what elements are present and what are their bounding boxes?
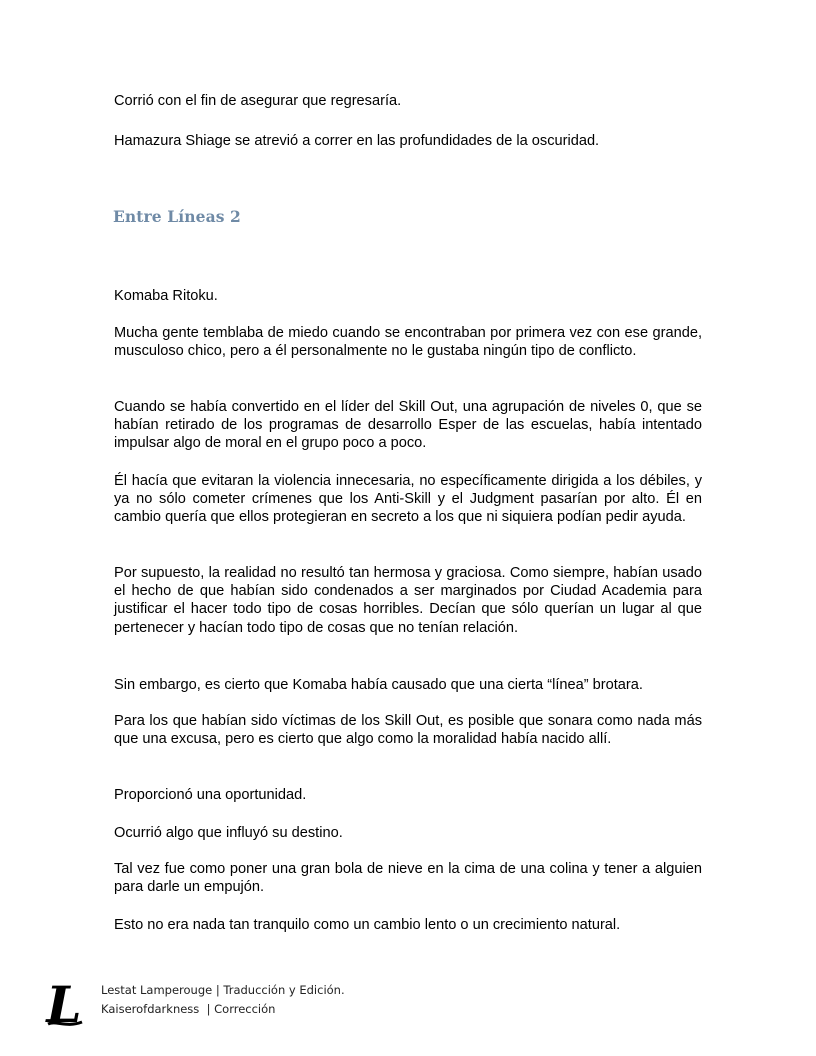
paragraph-1: Komaba Ritoku. xyxy=(114,288,218,304)
intro-paragraph-2: Hamazura Shiage se atrevió a correr en las profundidades de la oscuridad. xyxy=(114,133,600,149)
paragraph-4: Él hacía que evitaran la violencia innecesaria, no específicamente dirigida a los débiles, y ya no sólo cometer crímenes que los Anti-Skill y el Judgment pasarían por alto. Él en cambio quería que ellos protegieran en secreto a los que ni siquiera podían pedir ayuda. xyxy=(114,473,702,526)
intro-paragraph-1: Corrió con el fin de asegurar que regresaría. xyxy=(114,93,402,109)
paragraph-5: Por supuesto, la realidad no resultó tan hermosa y graciosa. Como siempre, habían usado el hecho de que habían sido condenados a ser marginados por Ciudad Academia para justificar el hacer todo tipo de cosas horribles. Decían que sólo querían un lugar al que pertenecer y hacían todo tipo de cosas que no tenían relación. xyxy=(114,565,702,636)
paragraph-10: Tal vez fue como poner una gran bola de nieve en la cima de una colina y tener a alguien para darle un empujón. xyxy=(114,861,702,896)
paragraph-11: Esto no era nada tan tranquilo como un cambio lento o un crecimiento natural. xyxy=(114,917,621,933)
paragraph-3: Cuando se había convertido en el líder del Skill Out, una agrupación de niveles 0, que se habían retirado de los programas de desarrollo Esper de las escuelas, había intentado impulsar algo de moral en el grupo poco a poco. xyxy=(114,399,702,452)
paragraph-6: Sin embargo, es cierto que Komaba había causado que una cierta “línea” brotara. xyxy=(114,677,643,693)
logo-letter: L xyxy=(46,978,82,1030)
paragraph-8: Proporcionó una oportunidad. xyxy=(114,787,307,803)
paragraph-9: Ocurrió algo que influyó su destino. xyxy=(114,825,343,841)
credit-translation: Lestat Lamperouge | Traducción y Edición. xyxy=(101,983,345,997)
section-heading: Entre Líneas 2 xyxy=(113,207,241,226)
credit-correction: Kaiserofdarkness | Corrección xyxy=(101,1002,276,1016)
paragraph-7: Para los que habían sido víctimas de los Skill Out, es posible que sonara como nada más que una excusa, pero es cierto que algo como la moralidad había nacido allí. xyxy=(114,713,702,748)
credits-block xyxy=(101,981,345,1019)
paragraph-2: Mucha gente temblaba de miedo cuando se encontraban por primera vez con ese grande, musculoso chico, pero a él personalmente no le gustaba ningún tipo de conflicto. xyxy=(114,325,702,360)
page-footer xyxy=(42,978,442,1034)
gothic-letter-L-logo-icon xyxy=(42,978,86,1030)
